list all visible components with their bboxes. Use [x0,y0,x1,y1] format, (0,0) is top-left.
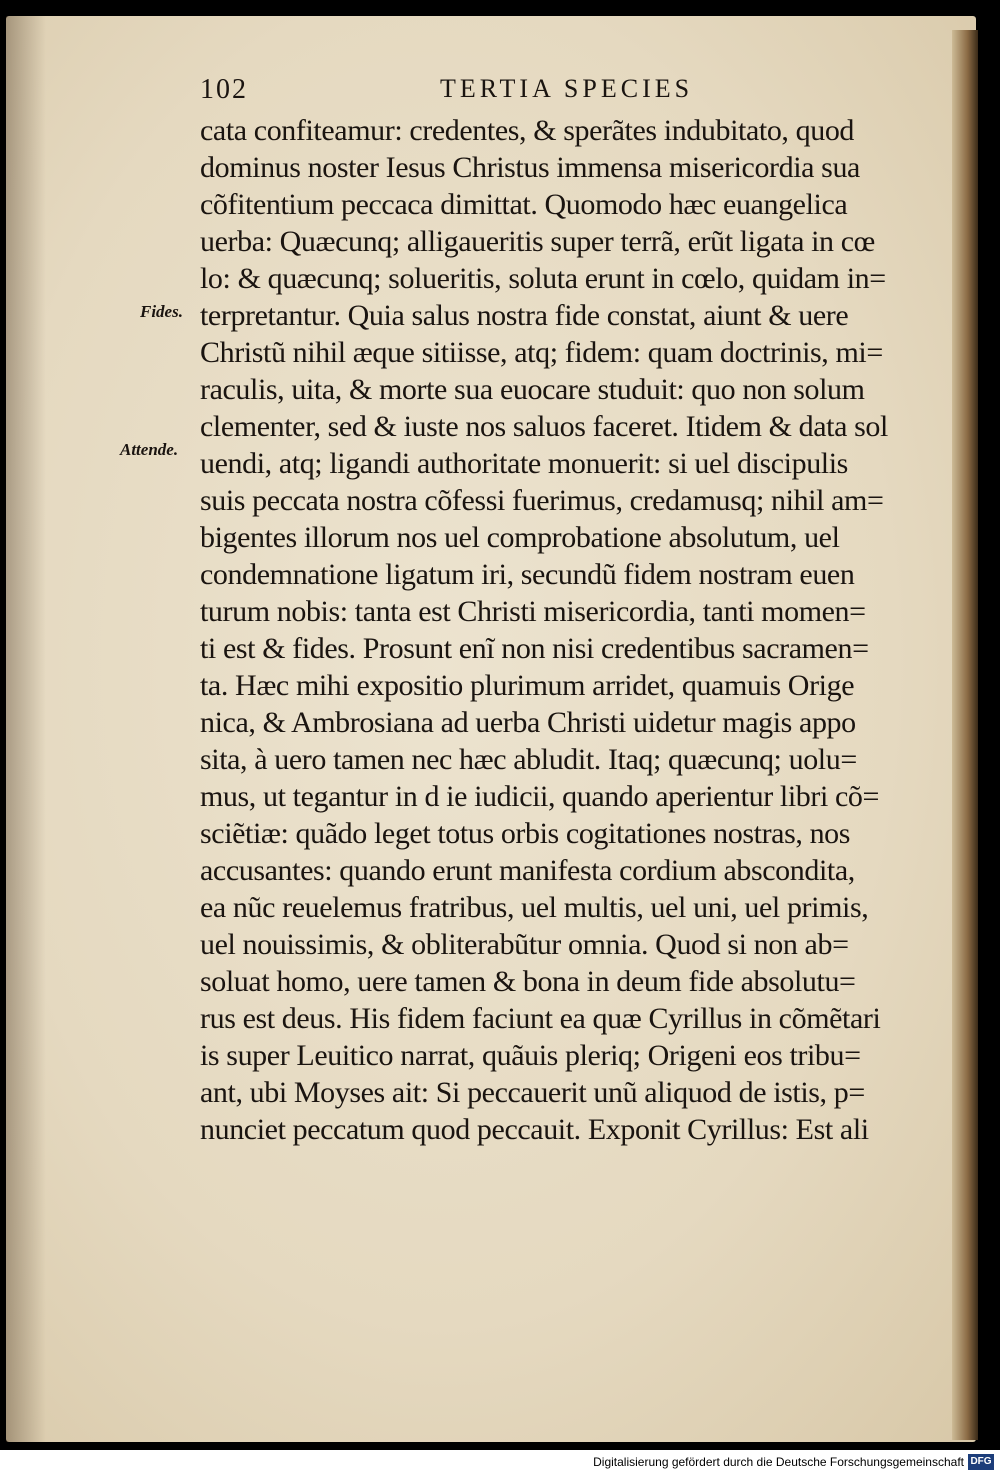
text-line: condemnatione ligatum iri, secundũ fidem nostram euen [200,558,855,591]
text-line: turum nobis: tanta est Christi misericordia, tanti momen= [200,595,866,628]
marginal-note-fides: Fides. [140,302,183,321]
text-line: uerba: Quæcunq; alligaueritis super terrã, erũt ligata in cœ [200,225,875,258]
running-title: TERTIA SPECIES [440,74,694,103]
text-line: uel nouissimis, & obliterabũtur omnia. Quod si non ab= [200,928,849,961]
text-line: accusantes: quando erunt manifesta cordium abscondita, [200,854,855,887]
text-line: cata confiteamur: credentes, & sperãtes indubitato, quod [200,114,855,147]
text-line: nica, & Ambrosiana ad uerba Christi uidetur magis appo [200,706,856,739]
text-line: rus est deus. His fidem faciunt ea quæ Cyrillus in cõmẽtari [200,1002,881,1035]
text-line: ti est & fides. Prosunt enĩ non nisi credentibus sacramen= [200,632,869,665]
text-line: uendi, atq; ligandi authoritate monuerit: si uel discipulis [200,447,848,480]
text-line: dominus noster Iesus Christus immensa misericordia sua [200,151,860,184]
page-header [200,70,920,110]
text-line: raculis, uita, & morte sua euocare studuit: quo non solum [200,373,865,406]
text-line: mus, ut tegantur in d ie iudicii, quando aperientur libri cõ= [200,780,880,813]
footer-credit: Digitalisierung gefördert durch die Deutsche Forschungsgemeinschaft [593,1455,964,1469]
text-line: sciẽtiæ: quãdo leget totus orbis cogitationes nostras, nos [200,817,851,850]
text-line: is super Leuitico narrat, quãuis pleriq; Origeni eos tribu= [200,1039,861,1072]
text-line: ta. Hæc mihi expositio plurimum arridet, quamuis Orige [200,669,855,702]
text-line: clementer, sed & iuste nos saluos faceret. Itidem & data sol [200,410,888,443]
gutter-shadow [6,16,46,1442]
page-number: 102 [200,74,248,105]
text-line: ea nũc reuelemus fratribus, uel multis, uel uni, uel primis, [200,891,869,924]
text-line: bigentes illorum nos uel comprobatione absolutum, uel [200,521,840,554]
text-line: nunciet peccatum quod peccauit. Exponit Cyrillus: Est ali [200,1113,869,1146]
marginal-note-attende: Attende. [120,440,179,459]
digitization-footer [0,1450,1000,1476]
text-line: terpretantur. Quia salus nostra fide constat, aiunt & uere [200,299,849,332]
text-line: ant, ubi Moyses ait: Si peccauerit unũ aliquod de istis, p= [200,1076,865,1109]
text-line: Christũ nihil æque sitiisse, atq; fidem: quam doctrinis, mi= [200,336,883,369]
text-line: sita, à uero tamen nec hæc abludit. Itaq; quæcunq; uolu= [200,743,857,776]
text-line: cõfitentium peccaca dimittat. Quomodo hæc euangelica [200,188,848,221]
page-edge [952,30,978,1440]
body-text [200,112,912,1148]
text-line: lo: & quæcunq; solueritis, soluta erunt in cœlo, quidam in= [200,262,886,295]
dfg-logo: DFG [968,1454,994,1470]
text-line: suis peccata nostra cõfessi fuerimus, credamusq; nihil am= [200,484,884,517]
text-line: soluat homo, uere tamen & bona in deum fide absolutu= [200,965,856,998]
